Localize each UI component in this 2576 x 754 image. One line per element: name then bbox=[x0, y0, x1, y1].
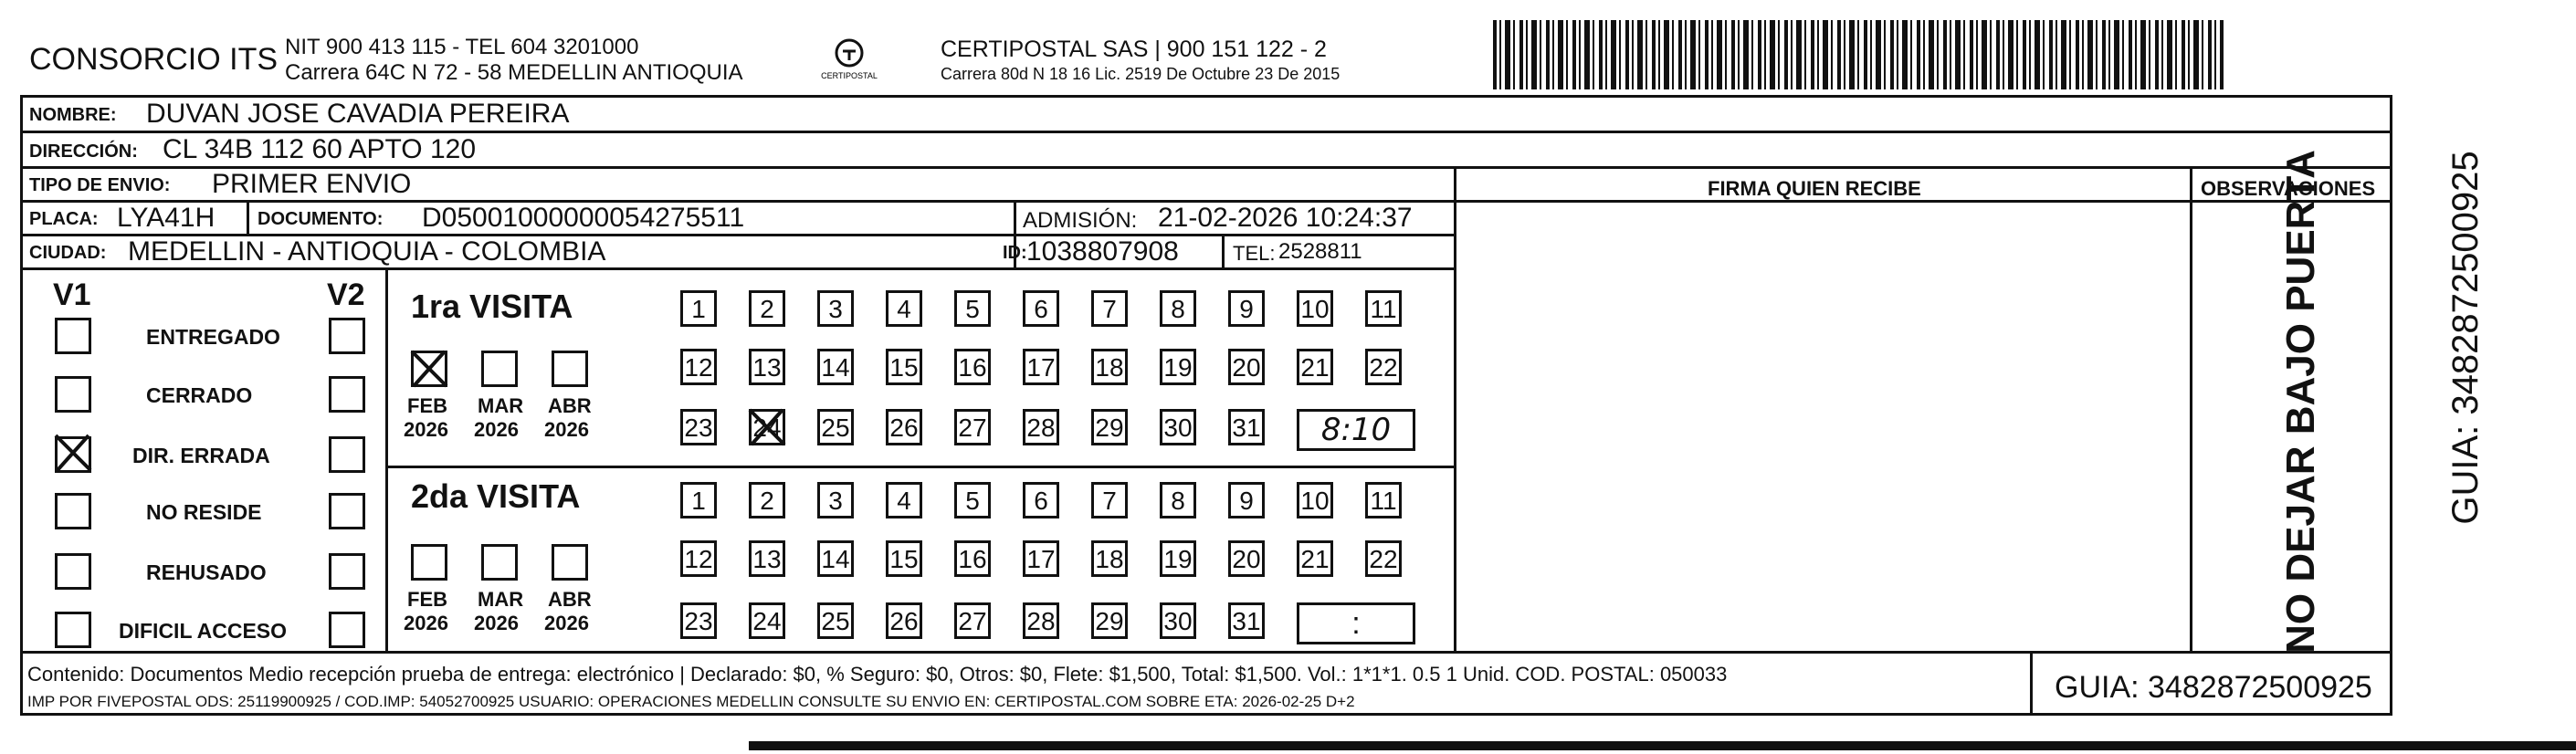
day-cell[interactable] bbox=[1023, 540, 1059, 577]
nombre-label: NOMBRE: bbox=[29, 105, 117, 125]
status-option-label: CERRADO bbox=[146, 383, 253, 407]
day-cell[interactable] bbox=[1091, 290, 1128, 327]
day-cell[interactable] bbox=[680, 482, 717, 518]
day-cell[interactable] bbox=[886, 540, 922, 577]
day-cell[interactable] bbox=[1228, 602, 1265, 639]
day-number: 9 bbox=[1239, 487, 1254, 515]
day-number: 3 bbox=[828, 487, 843, 515]
carrier-address: Carrera 80d N 18 16 Lic. 2519 De Octubre 23 De 2015 bbox=[941, 65, 1341, 83]
month-checkbox[interactable] bbox=[481, 351, 518, 387]
direccion-value: CL 34B 112 60 APTO 120 bbox=[163, 134, 477, 164]
month-label: ABR bbox=[548, 588, 592, 611]
check-mark-icon bbox=[52, 432, 94, 478]
observaciones-header: OBSERVACIONES bbox=[2201, 177, 2376, 200]
day-cell[interactable] bbox=[817, 602, 854, 639]
month-label: MAR bbox=[478, 394, 524, 417]
day-cell[interactable] bbox=[886, 290, 922, 327]
day-cell[interactable] bbox=[817, 349, 854, 385]
day-number: 21 bbox=[1300, 353, 1330, 382]
month-checkbox[interactable] bbox=[552, 351, 588, 387]
year-label: 2026 bbox=[474, 612, 519, 634]
id-value: 1038807908 bbox=[1026, 236, 1179, 267]
day-cell[interactable] bbox=[1228, 540, 1265, 577]
v2-label: V2 bbox=[327, 278, 365, 312]
day-number: 25 bbox=[821, 414, 850, 442]
day-number: 28 bbox=[1026, 414, 1056, 442]
v1-checkbox[interactable] bbox=[55, 493, 91, 529]
admision-value: 21-02-2026 10:24:37 bbox=[1158, 203, 1413, 233]
day-number: 26 bbox=[889, 414, 919, 442]
day-number: 29 bbox=[1095, 607, 1124, 635]
placa-value: LYA41H bbox=[117, 203, 216, 233]
company-name: CONSORCIO ITS bbox=[29, 42, 279, 77]
day-number: 15 bbox=[889, 545, 919, 573]
time-value: : bbox=[1351, 606, 1361, 641]
firma-header: FIRMA QUIEN RECIBE bbox=[1708, 177, 1921, 200]
v1-checkbox[interactable] bbox=[55, 612, 91, 648]
day-number: 30 bbox=[1163, 414, 1193, 442]
day-number: 18 bbox=[1095, 545, 1124, 573]
day-number: 25 bbox=[821, 607, 850, 635]
tel-value: 2528811 bbox=[1278, 239, 1362, 264]
day-cell[interactable] bbox=[954, 482, 991, 518]
v2-checkbox[interactable] bbox=[329, 436, 365, 473]
day-number: 23 bbox=[684, 414, 713, 442]
day-number: 31 bbox=[1232, 607, 1261, 635]
day-number: 11 bbox=[1370, 487, 1397, 515]
day-cell[interactable] bbox=[1297, 290, 1333, 327]
barcode bbox=[1493, 20, 2224, 89]
day-number: 2 bbox=[760, 295, 774, 323]
year-label: 2026 bbox=[404, 418, 448, 441]
day-cell[interactable] bbox=[680, 349, 717, 385]
day-number: 23 bbox=[684, 607, 713, 635]
day-number: 6 bbox=[1034, 295, 1048, 323]
day-cell[interactable] bbox=[1228, 349, 1265, 385]
day-number: 5 bbox=[965, 487, 980, 515]
ciudad-value: MEDELLIN - ANTIOQUIA - COLOMBIA bbox=[128, 236, 606, 267]
month-checkbox[interactable] bbox=[481, 544, 518, 581]
status-option-label: DIR. ERRADA bbox=[132, 444, 270, 467]
day-number: 12 bbox=[684, 353, 713, 382]
day-cell[interactable] bbox=[1365, 482, 1402, 518]
day-number: 12 bbox=[684, 545, 713, 573]
day-number: 13 bbox=[752, 545, 782, 573]
day-number: 21 bbox=[1300, 545, 1330, 573]
day-number: 14 bbox=[821, 545, 850, 573]
day-number: 1 bbox=[691, 487, 706, 515]
admision-label: ADMISIÓN: bbox=[1023, 208, 1138, 233]
day-cell[interactable] bbox=[1228, 482, 1265, 518]
day-number: 28 bbox=[1026, 607, 1056, 635]
footer-imp: IMP POR FIVEPOSTAL ODS: 25119900925 / COD.IMP: 54052700925 USUARIO: OPERACIONES MEDELLIN CONSULTE SU ENVIO EN: CERTIPOSTAL.COM SOBRE ETA: 2026-02-25 D+2 bbox=[27, 693, 1355, 710]
year-label: 2026 bbox=[404, 612, 448, 634]
day-number: 17 bbox=[1026, 353, 1056, 382]
svg-text:CERTIPOSTAL: CERTIPOSTAL bbox=[821, 71, 878, 80]
v2-checkbox[interactable] bbox=[329, 553, 365, 590]
day-number: 8 bbox=[1171, 295, 1185, 323]
day-cell[interactable] bbox=[1365, 540, 1402, 577]
day-number: 13 bbox=[752, 353, 782, 382]
day-cell[interactable] bbox=[886, 602, 922, 639]
day-cell[interactable] bbox=[1023, 349, 1059, 385]
day-cell[interactable] bbox=[1023, 602, 1059, 639]
second-visit-title: 2da VISITA bbox=[411, 477, 581, 515]
tipo-envio-label: TIPO DE ENVIO: bbox=[29, 175, 171, 195]
status-option-label: REHUSADO bbox=[146, 560, 267, 584]
year-label: 2026 bbox=[544, 612, 589, 634]
day-cell[interactable] bbox=[954, 290, 991, 327]
day-cell[interactable] bbox=[1228, 290, 1265, 327]
time-value: 8:10 bbox=[1320, 412, 1392, 448]
v2-checkbox[interactable] bbox=[329, 318, 365, 354]
day-cell[interactable] bbox=[749, 409, 785, 445]
day-cell[interactable] bbox=[1228, 409, 1265, 445]
first-visit-title: 1ra VISITA bbox=[411, 288, 573, 325]
nombre-value: DUVAN JOSE CAVADIA PEREIRA bbox=[146, 99, 570, 129]
month-label: ABR bbox=[548, 394, 592, 417]
day-cell[interactable] bbox=[1160, 602, 1196, 639]
day-cell[interactable] bbox=[1160, 540, 1196, 577]
day-number: 4 bbox=[897, 487, 911, 515]
status-option-label: NO RESIDE bbox=[146, 500, 262, 524]
day-number: 10 bbox=[1300, 487, 1330, 515]
day-number: 26 bbox=[889, 607, 919, 635]
day-number: 17 bbox=[1026, 545, 1056, 573]
day-cell[interactable] bbox=[817, 540, 854, 577]
status-option-label: DIFICIL ACCESO bbox=[119, 619, 288, 643]
day-number: 3 bbox=[828, 295, 843, 323]
day-number: 22 bbox=[1369, 353, 1398, 382]
bottom-rule bbox=[749, 741, 2576, 750]
day-cell[interactable] bbox=[680, 409, 717, 445]
v1-checkbox[interactable] bbox=[55, 376, 91, 413]
day-number: 19 bbox=[1163, 545, 1193, 573]
day-cell[interactable] bbox=[954, 602, 991, 639]
month-label: FEB bbox=[407, 588, 447, 611]
day-cell[interactable] bbox=[1365, 349, 1402, 385]
day-number: 8 bbox=[1171, 487, 1185, 515]
day-number: 30 bbox=[1163, 607, 1193, 635]
day-number: 24 bbox=[752, 414, 782, 442]
day-number: 2 bbox=[760, 487, 774, 515]
month-checkbox[interactable] bbox=[411, 351, 447, 387]
day-number: 6 bbox=[1034, 487, 1048, 515]
day-number: 27 bbox=[958, 607, 987, 635]
day-cell[interactable] bbox=[1091, 482, 1128, 518]
v1-checkbox[interactable] bbox=[55, 318, 91, 354]
day-number: 16 bbox=[958, 545, 987, 573]
day-number: 4 bbox=[897, 295, 911, 323]
company-address: Carrera 64C N 72 - 58 MEDELLIN ANTIOQUIA bbox=[285, 60, 743, 85]
tel-label: TEL: bbox=[1233, 242, 1276, 265]
day-number: 20 bbox=[1232, 353, 1261, 382]
day-cell[interactable] bbox=[954, 409, 991, 445]
side-warning: NO DEJAR BAJO PUERTA bbox=[2278, 150, 2323, 654]
day-number: 29 bbox=[1095, 414, 1124, 442]
day-number: 5 bbox=[965, 295, 980, 323]
day-cell[interactable] bbox=[886, 482, 922, 518]
day-cell[interactable] bbox=[1023, 482, 1059, 518]
day-cell[interactable] bbox=[680, 290, 717, 327]
day-number: 10 bbox=[1300, 295, 1330, 323]
day-cell[interactable] bbox=[1297, 540, 1333, 577]
day-cell[interactable] bbox=[1160, 409, 1196, 445]
day-number: 20 bbox=[1232, 545, 1261, 573]
v2-checkbox[interactable] bbox=[329, 376, 365, 413]
day-cell[interactable] bbox=[886, 409, 922, 445]
day-number: 31 bbox=[1232, 414, 1261, 442]
id-label: ID: bbox=[1003, 243, 1027, 263]
v1-checkbox[interactable] bbox=[55, 553, 91, 590]
month-checkbox[interactable] bbox=[411, 544, 447, 581]
month-label: FEB bbox=[407, 394, 447, 417]
day-cell[interactable] bbox=[886, 349, 922, 385]
tipo-envio-value: PRIMER ENVIO bbox=[212, 169, 412, 199]
day-number: 16 bbox=[958, 353, 987, 382]
day-number: 27 bbox=[958, 414, 987, 442]
day-cell[interactable] bbox=[1297, 349, 1333, 385]
day-cell[interactable] bbox=[954, 349, 991, 385]
logo-icon bbox=[817, 35, 881, 89]
day-number: 7 bbox=[1102, 487, 1117, 515]
second-visit-time[interactable] bbox=[1297, 602, 1415, 644]
status-option-label: ENTREGADO bbox=[146, 325, 280, 349]
day-number: 19 bbox=[1163, 353, 1193, 382]
footer-guia: GUIA: 3482872500925 bbox=[2055, 670, 2372, 705]
day-cell[interactable] bbox=[1023, 290, 1059, 327]
day-cell[interactable] bbox=[749, 602, 785, 639]
documento-label: DOCUMENTO: bbox=[258, 209, 384, 229]
certipostal-logo bbox=[817, 35, 881, 89]
day-cell[interactable] bbox=[1023, 409, 1059, 445]
day-cell[interactable] bbox=[749, 482, 785, 518]
day-number: 7 bbox=[1102, 295, 1117, 323]
day-cell[interactable] bbox=[680, 602, 717, 639]
day-cell[interactable] bbox=[1091, 602, 1128, 639]
month-label: MAR bbox=[478, 588, 524, 611]
year-label: 2026 bbox=[544, 418, 589, 441]
direccion-label: DIRECCIÓN: bbox=[29, 141, 138, 162]
v2-checkbox[interactable] bbox=[329, 493, 365, 529]
day-cell[interactable] bbox=[817, 482, 854, 518]
day-cell[interactable] bbox=[1365, 290, 1402, 327]
day-number: 11 bbox=[1370, 295, 1397, 323]
day-cell[interactable] bbox=[1091, 540, 1128, 577]
year-label: 2026 bbox=[474, 418, 519, 441]
day-number: 24 bbox=[752, 607, 782, 635]
day-cell[interactable] bbox=[1160, 482, 1196, 518]
company-nit: NIT 900 413 115 - TEL 604 3201000 bbox=[285, 35, 639, 59]
day-cell[interactable] bbox=[749, 349, 785, 385]
day-cell[interactable] bbox=[817, 290, 854, 327]
documento-value: D05001000000054275511 bbox=[422, 203, 745, 233]
ciudad-label: CIUDAD: bbox=[29, 243, 107, 263]
day-cell[interactable] bbox=[817, 409, 854, 445]
day-cell[interactable] bbox=[680, 540, 717, 577]
day-number: 1 bbox=[691, 295, 706, 323]
day-number: 18 bbox=[1095, 353, 1124, 382]
footer-contenido: Contenido: Documentos Medio recepción prueba de entrega: electrónico | Declarado: $0, % Seguro: $0, Otros: $0, Flete: $1,500, Total: $1,500. Vol.: 1*1*1. 0.5 1 Unid. COD. POSTAL: 050033 bbox=[27, 663, 1728, 686]
day-cell[interactable] bbox=[954, 540, 991, 577]
v1-checkbox[interactable] bbox=[55, 436, 91, 473]
day-cell[interactable] bbox=[749, 290, 785, 327]
first-visit-time[interactable] bbox=[1297, 409, 1415, 451]
check-mark-icon bbox=[746, 406, 788, 456]
side-guia: GUIA: 3482872500925 bbox=[2445, 151, 2486, 525]
placa-label: PLACA: bbox=[29, 209, 99, 229]
day-cell[interactable] bbox=[1091, 409, 1128, 445]
day-cell[interactable] bbox=[1160, 290, 1196, 327]
v2-checkbox[interactable] bbox=[329, 612, 365, 648]
day-cell[interactable] bbox=[1160, 349, 1196, 385]
day-cell[interactable] bbox=[749, 540, 785, 577]
day-number: 14 bbox=[821, 353, 850, 382]
day-number: 15 bbox=[889, 353, 919, 382]
carrier-name: CERTIPOSTAL SAS | 900 151 122 - 2 bbox=[941, 37, 1327, 62]
day-cell[interactable] bbox=[1091, 349, 1128, 385]
day-number: 22 bbox=[1369, 545, 1398, 573]
v1-label: V1 bbox=[53, 278, 91, 312]
month-checkbox[interactable] bbox=[552, 544, 588, 581]
check-mark-icon bbox=[408, 348, 450, 394]
day-number: 9 bbox=[1239, 295, 1254, 323]
day-cell[interactable] bbox=[1297, 482, 1333, 518]
